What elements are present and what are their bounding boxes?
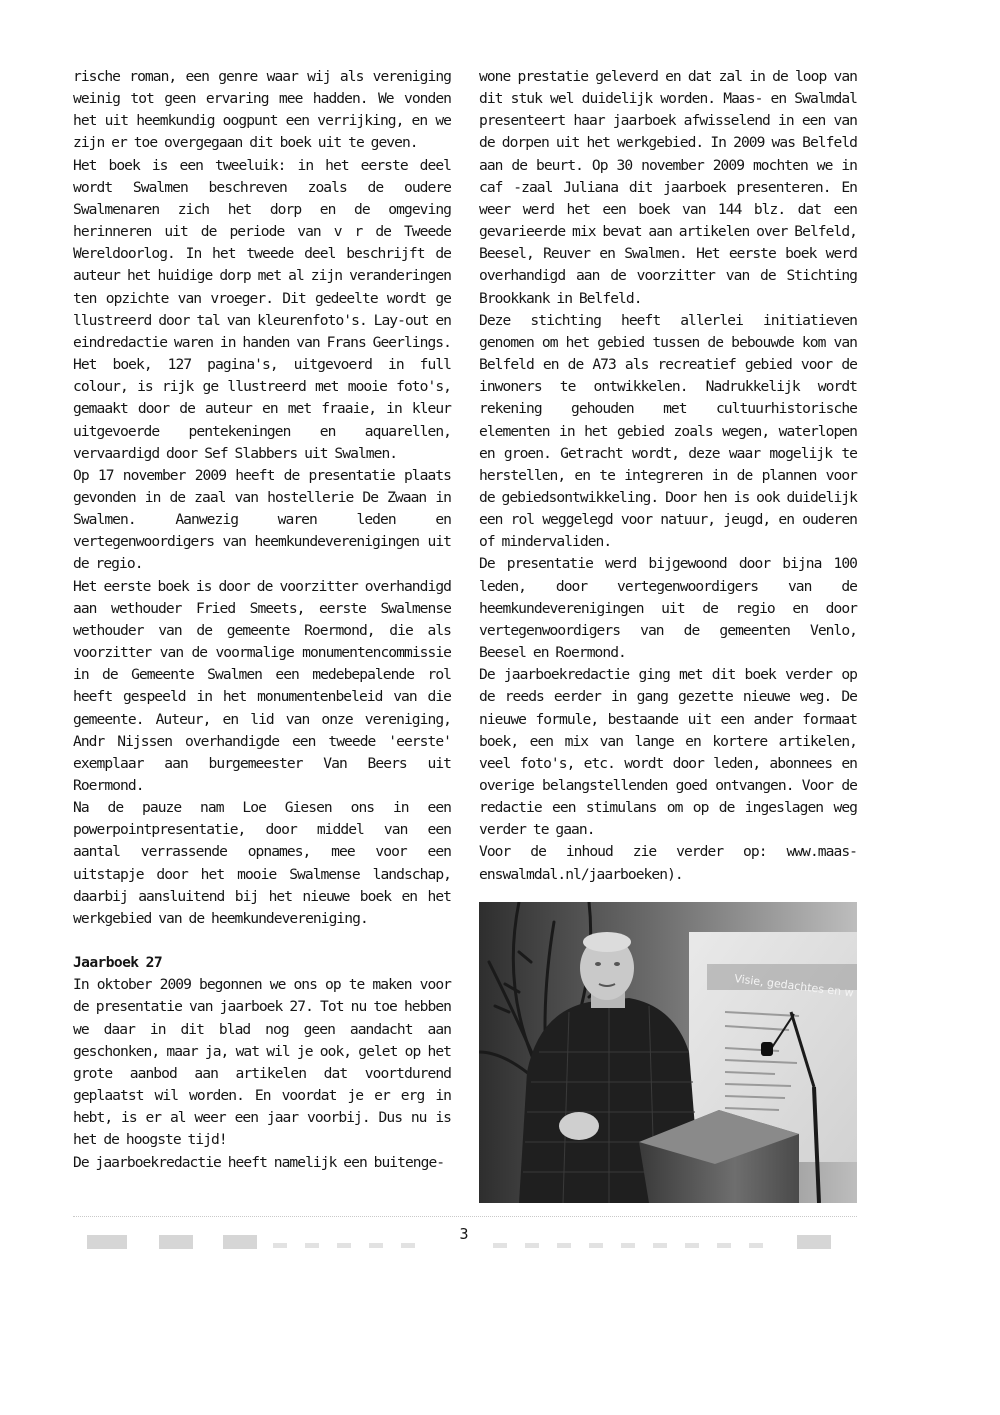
left-paragraph-3: Het boek, 127 pagina's, uitgevoerd in full colour, is rijk ge llustreerd met mooie foto's, gemaakt door de auteur en met fraaie, in kleur uitgevoerde pentekeningen en aquarellen, vervaardigd door Sef Slabbers uit Swalmen. bbox=[73, 356, 451, 462]
left-paragraph-4: Op 17 november 2009 heeft de presentatie plaats gevonden in de zaal van hostellerie De Zwaan in Swalmen. Aanwezig waren leden en vertegenwoordigers van heemkundeverenigingen uit de regio. bbox=[73, 466, 451, 573]
section-paragraph-1: In oktober 2009 begonnen we ons op te maken voor de presentatie van jaarboek 27. Tot nu toe hebben we daar in dit blad nog geen aandacht aan geschonken, maar ja, wat wil je ook, gelet op het grote aanbod aan artikelen dat voortdurend geplaatst wil worden. En voordat je er erg in hebt, is er al weer een jaar voorbij. Dus nu is het de hoogste tijd! bbox=[73, 976, 451, 1149]
screen-slide-title: Visie, gedachtes en w bbox=[733, 972, 855, 1000]
right-paragraph-2: Deze stichting heeft allerlei initiatieven genomen om het gebied tussen de bebouwde kom van Belfeld en de A73 als recreatief gebied voor de inwoners te ontwikkelen. Nadrukkelijk wordt rekening gehouden met cultuurhistorische elementen in het gebied zoals wegen, waterlopen en groen. Getracht wordt, deze waar mogelijk te herstellen, en te integreren in de plannen voor de gebiedsontwikkeling. Door hen is ook duidelijk een rol weggelegd voor natuur, jeugd, en ouderen of mindervaliden. bbox=[479, 311, 857, 551]
left-paragraph-2: Het boek is een tweeluik: in het eerste deel wordt Swalmen beschreven zoals de oudere Swalmenaren zich het dorp en de omgeving herinneren uit de periode van v r de Tweede Wereldoorlog. In het tweede deel beschrijft de auteur het huidige dorp met al zijn veranderingen ten opzichte van vroeger. Dit gedeelte wordt ge llustreerd door tal van kleurenfoto's. Lay-out en eindredactie waren in handen van Frans Geerlings. bbox=[73, 156, 451, 351]
left-paragraph-6: Na de pauze nam Loe Giesen ons in een powerpointpresentatie, door middel van een aantal verrassende opnames, mee voor een uitstapje door het mooie Swalmense landschap, daarbij aansluitend bij het nieuwe boek en het werkgebied van de heemkundevereniging. bbox=[73, 799, 451, 927]
section-heading-jaarboek-27: Jaarboek 27 bbox=[73, 954, 163, 972]
presentation-photo-image bbox=[479, 902, 857, 1203]
right-text-column bbox=[479, 66, 857, 886]
section-paragraph-2: De jaarboekredactie heeft namelijk een buitenge- bbox=[73, 1153, 445, 1171]
right-paragraph-3: De presentatie werd bijgewoond door bijna 100 leden, door vertegenwoordigers van de heemkundeverenigingen uit de regio en door vertegenwoordigers van de gemeenten Venlo, Beesel en Roermond. bbox=[479, 555, 857, 662]
page-number: 3 bbox=[459, 1225, 469, 1243]
presentation-photo bbox=[479, 902, 857, 1203]
left-text-column bbox=[73, 66, 451, 1174]
right-paragraph-4: De jaarboekredactie ging met dit boek verder op de reeds eerder in gang gezette nieuwe weg. De nieuwe formule, bestaande uit een ander formaat boek, een mix van lange en kortere artikelen, veel foto's, etc. wordt door leden, abonnees en overige belangstellenden goed ontvangen. Voor de redactie een stimulans om op de ingeslagen weg verder te gaan. bbox=[479, 666, 857, 839]
right-paragraph-1: wone prestatie geleverd en dat zal in de loop van dit stuk wel duidelijk worden. Maas- en Swalmdal presenteert haar jaarboek afwisselend in een van de dorpen uit het werkgebied. In 2009 was Belfeld aan de beurt. Op 30 november 2009 mochten we in caf -zaal Juliana dit jaarboek presenteren. En weer werd het een boek van 144 blz. dat een gevarieerde mix bevat aan artikelen over Belfeld, Beesel, Reuver en Swalmen. Het eerste boek werd overhandigd aan de voorzitter van de Stichting Brookkank in Belfeld. bbox=[479, 68, 857, 307]
right-paragraph-5: Voor de inhoud zie verder op: www.maas-enswalmdal.nl/jaarboeken). bbox=[479, 843, 857, 883]
left-paragraph-1: rische roman, een genre waar wij als vereniging weinig tot geen ervaring mee hadden. We vonden het uit heemkundig oogpunt een verrijking, en we zijn er toe overgegaan dit boek uit te geven. bbox=[73, 68, 451, 152]
left-paragraph-5: Het eerste boek is door de voorzitter overhandigd aan wethouder Fried Smeets, eerste Swalmense wethouder van de gemeente Roermond, die als voorzitter van de voormalige monumentencommissie in de Gemeente Swalmen een medebepalende rol heeft gespeeld in het monumentenbeleid van die gemeente. Auteur, en lid van onze vereniging, Andr Nijssen overhandigde een tweede 'eerste' exemplaar aan burgemeester Van Beers uit Roermond. bbox=[73, 577, 451, 794]
footer-divider bbox=[73, 1216, 857, 1217]
